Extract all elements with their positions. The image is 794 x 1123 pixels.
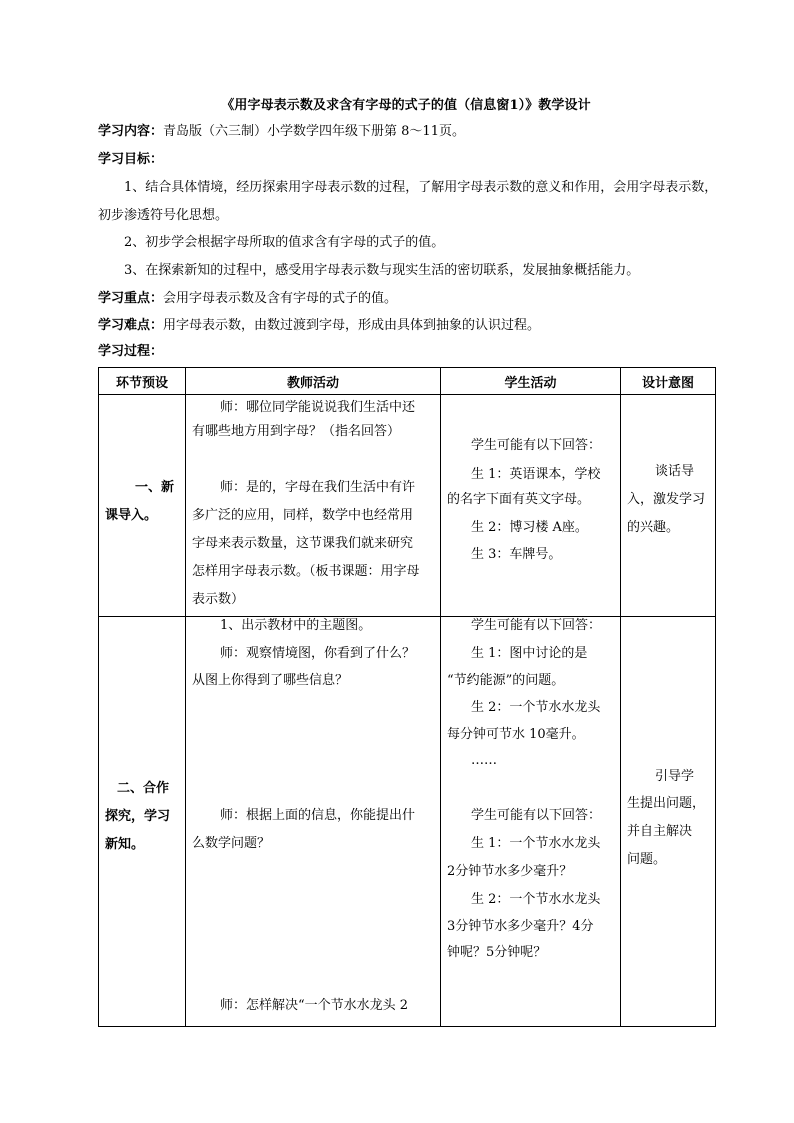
student-text-line: 生 2：一个节水水龙头	[471, 700, 601, 715]
key-label: 学习重点：	[98, 291, 164, 306]
content-label: 学习内容：	[98, 124, 164, 139]
document-title: 《用字母表示数及求含有字母的式子的值（信息窗1）》教学设计	[221, 98, 591, 113]
teacher-text-line: 师：是的，字母在我们生活中有许	[220, 480, 416, 495]
difficulty-text: 用字母表示数，由数过渡到字母，形成由具体到抽象的认识过程。	[163, 318, 541, 333]
teacher-text-line: 1、出示教材中的主题图。	[220, 618, 372, 633]
header-stage: 环节预设	[99, 368, 186, 395]
teacher-text-line: 怎样用字母表示数。（板书课题：用字母	[192, 564, 420, 579]
student-text-line: 生 1：英语课本，学校	[471, 467, 601, 482]
intent-text-line: 谈话导	[655, 464, 695, 479]
table-header-row	[99, 368, 716, 395]
row1-stage-cell	[99, 395, 186, 617]
row2-stage-cell	[99, 617, 186, 1027]
row2-stage-line: 二、合作	[117, 781, 170, 796]
header-teacher: 教师活动	[186, 368, 441, 395]
goal-2: 2、初步学会根据字母所取的值求含有字母的式子的值。	[124, 235, 445, 250]
row1-stage-line: 一、新	[135, 480, 175, 495]
teacher-text-line: 么数学问题？	[192, 836, 271, 851]
goal-1-line-a: 1、结合具体情境，经历探索用字母表示数的过程，了解用字母表示数的意义和作用，会用字母表示数，	[124, 180, 718, 195]
goals-label: 学习目标：	[98, 152, 164, 167]
teacher-text-line: 从图上你得到了哪些信息？	[192, 673, 349, 688]
student-text-line: “节约能源”的问题。	[447, 673, 565, 688]
student-text-line: 每分钟可节水 10毫升。	[447, 727, 585, 742]
student-text-line: 生 1：图中讨论的是	[471, 646, 588, 661]
row1-stage-line: 课导入。	[105, 508, 158, 523]
intent-text-line: 的兴趣。	[627, 520, 680, 535]
row1-student-cell	[441, 395, 621, 617]
student-text-line: 的名字下面有英文字母。	[447, 492, 591, 507]
key-text: 会用字母表示数及含有字母的式子的值。	[163, 291, 398, 306]
intent-text-line: 并自主解决	[627, 824, 693, 839]
student-text-line: 2分钟节水多少毫升？	[447, 864, 573, 879]
student-text-line: 学生可能有以下回答：	[471, 618, 602, 633]
lesson-plan-table	[98, 367, 716, 1027]
row1-teacher-cell	[186, 395, 441, 617]
key-point-line	[98, 289, 397, 309]
intent-text-line: 生提出问题，	[627, 796, 706, 811]
goals-heading	[98, 150, 163, 170]
goal-1-line-b: 初步渗透符号化思想。	[98, 208, 229, 223]
table-row	[99, 617, 716, 1027]
teacher-text-line: 师：怎样解决“一个节水水龙头 2	[220, 998, 409, 1013]
header-intent: 设计意图	[621, 368, 716, 395]
student-text-line: 钟呢？5分钟呢？	[447, 945, 547, 960]
intent-text-line: 引导学	[655, 769, 695, 784]
student-text-line: ……	[471, 753, 497, 768]
student-text-line: 学生可能有以下回答：	[471, 808, 602, 823]
header-student: 学生活动	[441, 368, 621, 395]
process-heading	[98, 342, 163, 362]
intent-text-line: 问题。	[627, 852, 667, 867]
row2-intent-cell	[621, 617, 716, 1027]
student-text-line: 学生可能有以下回答：	[471, 438, 602, 453]
content-text: 青岛版（六三制）小学数学四年级下册第 8～11页。	[163, 124, 465, 139]
goal-3: 3、在探索新知的过程中，感受用字母表示数与现实生活的密切联系，发展抽象概括能力。	[124, 263, 640, 278]
row2-stage-line: 新知。	[105, 837, 145, 852]
content-line	[98, 122, 465, 142]
student-text-line: 生 3：车牌号。	[471, 547, 562, 562]
intent-text-line: 入，激发学习	[627, 492, 706, 507]
student-text-line: 生 1：一个节水水龙头	[471, 836, 601, 851]
teacher-text-line: 师：观察情境图，你看到了什么？	[220, 646, 416, 661]
teacher-text-line: 师：根据上面的信息，你能提出什	[220, 808, 416, 823]
difficulty-line	[98, 316, 540, 336]
table-row	[99, 395, 716, 617]
teacher-text-line: 师：哪位同学能说说我们生活中还	[220, 400, 416, 415]
row2-student-cell	[441, 617, 621, 1027]
student-text-line: 3分钟节水多少毫升？4分	[447, 919, 594, 934]
process-label: 学习过程：	[98, 344, 164, 359]
teacher-text-line: 字母来表示数量，这节课我们就来研究	[192, 536, 414, 551]
teacher-text-line: 表示数）	[192, 592, 245, 607]
difficulty-label: 学习难点：	[98, 318, 164, 333]
student-text-line: 生 2：博习楼 A座。	[471, 520, 588, 535]
row1-intent-cell	[621, 395, 716, 617]
student-text-line: 生 2：一个节水水龙头	[471, 892, 601, 907]
teacher-text-line: 多广泛的应用，同样，数学中也经常用	[192, 508, 414, 523]
row2-stage-line: 探究，学习	[105, 809, 171, 824]
row2-teacher-cell	[186, 617, 441, 1027]
teacher-text-line: 有哪些地方用到字母？（指名回答）	[192, 424, 401, 439]
